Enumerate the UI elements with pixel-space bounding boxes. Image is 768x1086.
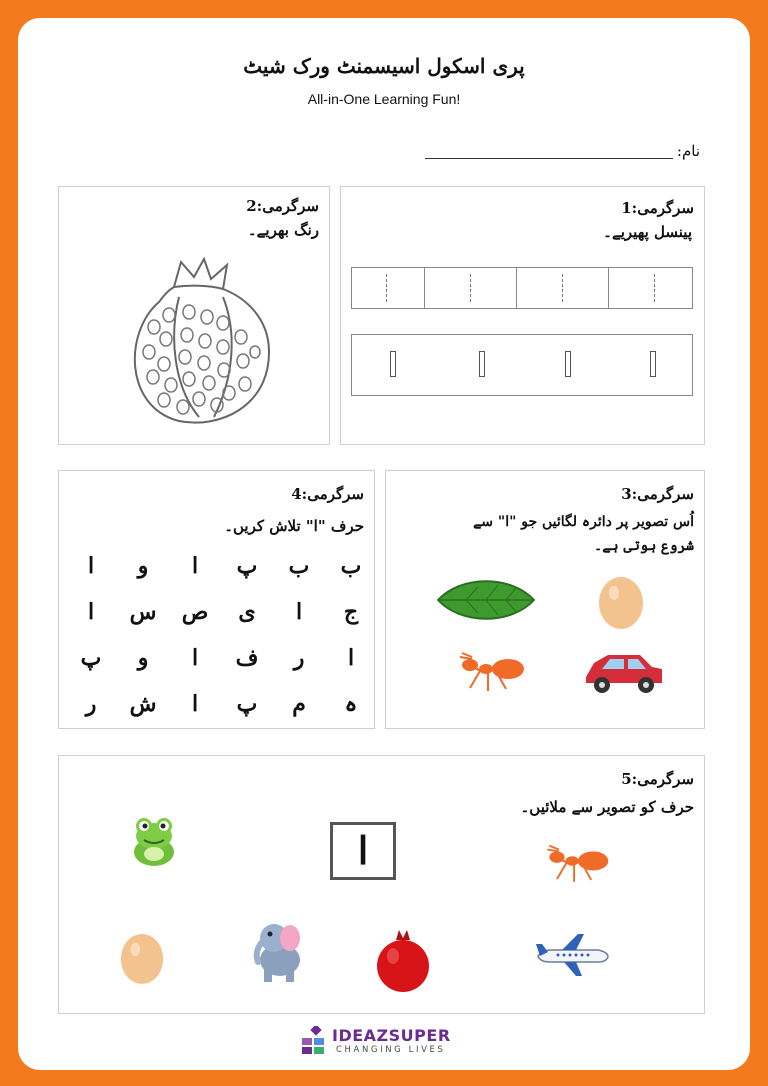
name-field[interactable]: [425, 158, 673, 159]
grid-letter[interactable]: ا: [87, 599, 95, 625]
ant-icon[interactable]: [450, 643, 530, 693]
grid-letter[interactable]: ا: [347, 645, 355, 671]
grid-letter[interactable]: پ: [236, 691, 258, 717]
leaf-icon[interactable]: [436, 575, 536, 625]
logo-mark-icon: [300, 1026, 328, 1056]
grid-letter[interactable]: ا: [87, 553, 95, 579]
grid-letter[interactable]: ا: [295, 599, 303, 625]
match-letter-box[interactable]: ا: [330, 822, 396, 880]
name-label: نام:: [676, 142, 700, 160]
ideazsuper-logo: [300, 1024, 470, 1060]
tracing-dotted-lines[interactable]: [351, 267, 693, 309]
letter-grid-row: [71, 681, 371, 727]
letter-grid-row: [71, 589, 371, 635]
activity-3-instruction: اُس تصویر پر دائرہ لگائیں جو "ا" سے: [473, 514, 694, 530]
activity-2-heading: سرگرمی:2: [246, 197, 319, 215]
activity-3-heading: سرگرمی:3: [621, 485, 694, 503]
grid-letter[interactable]: ا: [191, 691, 199, 717]
worksheet: [18, 18, 750, 1070]
activity-4-heading: سرگرمی:4: [291, 485, 364, 503]
grid-letter[interactable]: ج: [343, 599, 359, 625]
grid-letter[interactable]: ا: [191, 553, 199, 579]
egg-icon[interactable]: [596, 571, 646, 631]
activity-5-instruction: حرف کو تصویر سے ملائیں۔: [520, 798, 694, 816]
grid-letter[interactable]: س: [129, 599, 157, 625]
activity-3-instruction-2: شروع ہوتی ہے۔: [594, 538, 694, 554]
activity-1-box: [340, 186, 705, 445]
tracing-stroke-row[interactable]: [351, 334, 693, 396]
frog-icon[interactable]: [126, 814, 182, 870]
activity-2-box: [58, 186, 330, 445]
grid-letter[interactable]: ر: [293, 645, 305, 671]
elephant-icon[interactable]: [248, 916, 308, 984]
logo-tagline: CHANGING LIVES: [336, 1045, 446, 1055]
grid-letter[interactable]: ہ: [344, 691, 358, 717]
page-title: پری اسکول اسیسمنٹ ورک شیٹ: [243, 54, 525, 78]
grid-letter[interactable]: ب: [288, 553, 310, 579]
pomegranate-icon[interactable]: [372, 928, 434, 992]
letter-grid-row: [71, 635, 371, 681]
grid-letter[interactable]: و: [137, 645, 149, 671]
activity-3-box: [385, 470, 705, 729]
activity-2-instruction: رنگ بھریے۔: [247, 221, 319, 239]
activity-1-heading: سرگرمی:1: [621, 199, 694, 217]
grid-letter[interactable]: ا: [191, 645, 199, 671]
logo-brand-text: IDEAZSUPER: [332, 1026, 451, 1045]
grid-letter[interactable]: پ: [236, 553, 258, 579]
activity-1-instruction: پینسل پھیریے۔: [603, 223, 692, 241]
grid-letter[interactable]: ف: [235, 645, 259, 671]
grid-letter[interactable]: پ: [80, 645, 102, 671]
grid-letter[interactable]: ش: [129, 691, 157, 717]
activity-5-heading: سرگرمی:5: [621, 770, 694, 788]
page-subtitle: All-in-One Learning Fun!: [307, 91, 461, 107]
grid-letter[interactable]: و: [137, 553, 149, 579]
letter-grid-row: [71, 543, 371, 589]
airplane-icon[interactable]: [532, 930, 612, 980]
car-icon[interactable]: [582, 647, 666, 697]
grid-letter[interactable]: ی: [238, 599, 256, 625]
activity-4-instruction: حرف "ا" تلاش کریں۔: [224, 517, 364, 535]
ant-icon[interactable]: [538, 836, 614, 884]
letter-grid: [71, 543, 371, 727]
grid-letter[interactable]: ب: [340, 553, 362, 579]
egg-icon[interactable]: [118, 928, 166, 986]
grid-letter[interactable]: ر: [85, 691, 97, 717]
activity-4-box: [58, 470, 375, 729]
grid-letter[interactable]: م: [292, 691, 306, 717]
pomegranate-outline-icon[interactable]: [119, 257, 279, 427]
grid-letter[interactable]: ص: [181, 599, 209, 625]
